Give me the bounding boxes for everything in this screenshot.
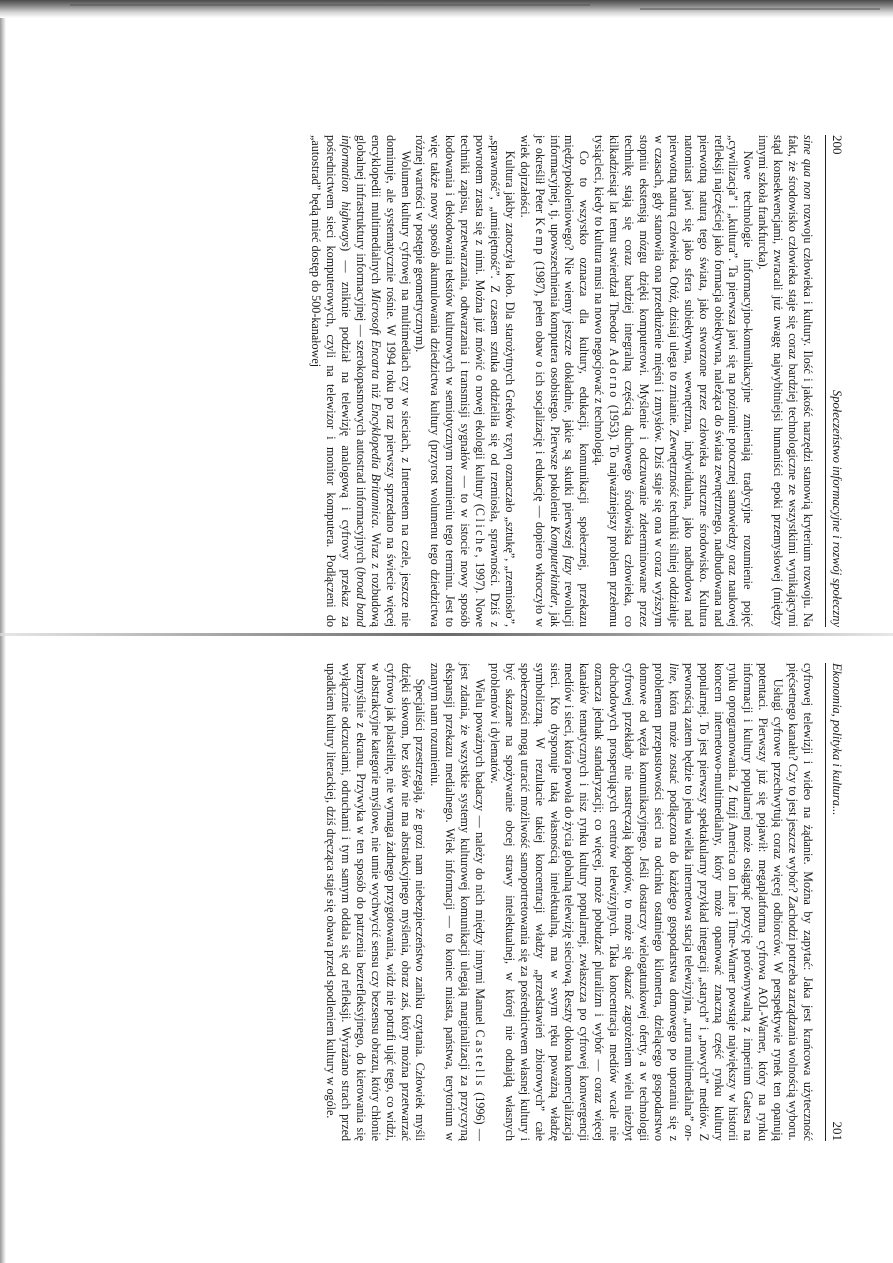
left-page-number: 200 (830, 135, 845, 155)
paragraph: Kultura jakby zatoczyła koło. Dla starożytnych Greków τεχνη oznaczało „sztukę”, „rzemiosło”, „sprawność”, „umiejętność”. Z czasem sztuka oddzieliła się od rzemiosła, sprawności. Dziś z powrotem zrasta się z nimi. Można już mówić o nowej ekologii kultury (Cliche, 1997). Nowe techniki zapisu, przetwarzania, odtwarzania i transmisji sygnałów — to w istocie nowy sposób kodowania i dekodowania tekstów kulturowych w semiotycznym rozumieniu tego terminu. Jest to więc także nowy sposób akumulowania dziedzictwa kultury (przyrost wolumenu tego dziedzictwa różnej wartości w postępie geometrycznym). (413, 135, 517, 627)
paragraph: sine qua non rozwoju człowieka i kultury. Ilość i jakość narzędzi stanowią kryterium rozwoju. Na fakt, że środowisko człowieka staje się coraz bardziej technologiczne ze wszystkimi wynikającymi stąd konsekwencjami, zwracali już uwagę najwybitniejsi humaniści epoki przemysłowej (między innymi szkoła frankfurcka). (756, 135, 815, 627)
paragraph: Specjaliści przestrzegają, że grozi nam niebezpieczeństwo zaniku czytania. Człowiek myśli dzięki słowom, bez słów nie ma abstrakcyjnego myślenia, obraz zaś, który można przetwarzać cyfrowo jak plastelinę, nie wymaga żadnego przygotowania, widz nie potrafi ująć tego, co widzi, w abstrakcyjne kategorie myślowe, nie umie wychwycić sensu czy bezsensu obrazu, który chłonie bezmyślnie z ekranu. Przywyka w ten sposób do patrzenia bezrefleksyjnego, do kierowania się wyłącznie odczuciami, odruchami i tym samym oddala się od refleksji. Wyrażano strach przed upadkiem kultury literackiej, dziś dręcząca staje się obawa przed spodleniem kultury w ogóle. (324, 663, 428, 1141)
left-page-body (308, 135, 815, 627)
left-page (0, 135, 893, 627)
paragraph: Usługi cyfrowe przechwytują coraz więcej odbiorców. W perspektywie rynek ten opanują potentaci. Pierwszy już się pojawił: megaplatforma cyfrowa AOL-Warner, który na rynku informacji i kultury popularnej może osiągnąć pozycję porównywalną z imperium Gatesa na rynku oprogramowania. Z fuzji America on Line i Time-Warner powstaje największy w historii koncern internetowo-multimedialny, który może opanować znaczną część rynku kultury popularnej. To jest pierwszy spektakularny przykład integracji „starych” i „nowych” mediów. Z pewnością zatem będzie to jedna wielka internetowa stacja telewizyjna, „rura multimedialna” on-line, która może zostać podłączona do każdego gospodarstwa domowego po uporaniu się z problemem przepustowości sieci na odcinku ostatniego kilometra, dzielącego gospodarstwo domowe od węzła komunikacyjnego. Jeśli dostarczy wielogatunkowej oferty, a w technologii cyfrowej przekłady nie nastręczają kłopotów, to może się okazać zagrożeniem wielu niezbyt dochodowych prosperujących centrów telewizyjnych. Taka koncentracja mediów wcale nie oznacza jednak standaryzacji; co więcej, może pobudzać pluralizm i wybór — coraz więcej kanałów tematycznych i nisz rynku kultury popularnej, zwłaszcza po cyfrowej konwergencji mediów i sieci, która powoła do życia globalną telewizję sieciową. Reszty dokona komercjalizacja sieci. Kto dysponuje taką własnością intelektualną, ma w swym ręku poważną władzę symboliczną. W rezultacie takiej koncentracji władzy „przedstawień zbiorowych” całe społeczności mogą utracić możliwość samoportretowania się za pośrednictwem własnej kultury i być skazane na spożywanie obcej strawy intelektualnej, w której nie odnajdą własnych problemów i dylematów. (487, 663, 786, 1141)
right-page-body (323, 663, 815, 1141)
paragraph: Co to wszystko oznacza dla kultury, edukacji, komunikacji społecznej, przekazu międzypokoleniowego? Nie wiemy jeszcze dokładnie, jakie są skutki pierwszej fazy rewolucji informacyjnej, tj. upowszechnienia komputera osobistego. Pierwsze pokolenie Komputerkinder, jak je określił Peter Kemp (1987), pełen obaw o ich socjalizację i edukację — dopiero wkroczyło w wiek dojrzałości. (517, 135, 592, 628)
paragraph: cyfrowej telewizji i wideo na żądanie. Można by zapytać: Jaka jest krańcowa użyteczność pięćsetnego kanału? Czy to jest jeszcze wybór? Zachodzi potrzeba zarządzania wolnością wyboru. (786, 663, 815, 1141)
gutter-fold (0, 633, 893, 636)
paragraph: Wolumen kultury cyfrowej na multimediach czy w sieciach, z Internetem na czele, jeszcze nie dominuje, ale systematycznie rośnie. W 1994 roku po raz pierwszy sprzedano na świecie więcej encyklopedii multimedialnych Microsoft Encarta niż Encyklopedia Britannica. Wraz z rozbudową globalnej infrastruktury informacyjnej — szerokopasmowych autostrad informacyjnych (broad band information highways) — zniknie podział na telewizję analogową i cyfrowy przekaz za pośrednictwem sieci komputerowych, czyli na telewizor i monitor komputera. Podłączeni do „autostrad” będą mieć dostęp do 500-kanałowej (309, 135, 413, 627)
right-page (0, 663, 893, 1141)
right-running-title: Ekonomia, polityka i kultura... (830, 663, 844, 816)
right-running-head (825, 663, 845, 1141)
right-page-number: 201 (830, 1121, 845, 1141)
left-running-head (825, 135, 845, 627)
paragraph: Wielu poważnych badaczy — należy do nich między innymi Manuel Castells (1996) — jest zdania, że wszystkie systemy kulturowej komunikacji ulegają marginalizacji za przyczyną ekspansji przekazu medialnego. Wiek informacji — to koniec miasta, państwa, terytorium w znanym nam rozumieniu. (428, 663, 488, 1141)
paragraph: Nowe technologie informacyjno-komunikacyjne zmieniają tradycyjne rozumienie pojęć „cywilizacja” i „kultura”. Ta pierwsza jawi się na poziomie potocznej samowiedzy oraz naukowej refleksji najczęściej jako formacja obiektywna, należąca do świata zewnętrznego, nadbudowana nad pierwotną naturą tego świata, jako stworzone przez człowieka sztuczne środowisko. Kultura natomiast jawi się jako sfera subiektywna, wewnętrzna, indywidualna, jako nadbudowa nad pierwotną naturą człowieka. Otóż, dzisiaj ulega to zmianie. Zewnętrzność techniki silniej oddziałuje w czasach, gdy stanowiła ona przedłużenie mięśni i zmysłów. Dziś staje się ona w coraz wyższym stopniu ekstensją mózgu dzięki komputerowi. Myślenie i odczuwanie zdeterminowane przez technikę stają się coraz bardziej integralną częścią duchowego środowiska człowieka, co kilkadziesiąt lat temu stwierdzał Theodor Adorno (1953). To najważniejszy problem przełomu tysiącleci, kiedy to kultura musi na nowo negocjować z technologią. (592, 135, 756, 627)
left-running-title: Społeczeństwo informacyjne i rozwój społeczny (830, 389, 844, 627)
